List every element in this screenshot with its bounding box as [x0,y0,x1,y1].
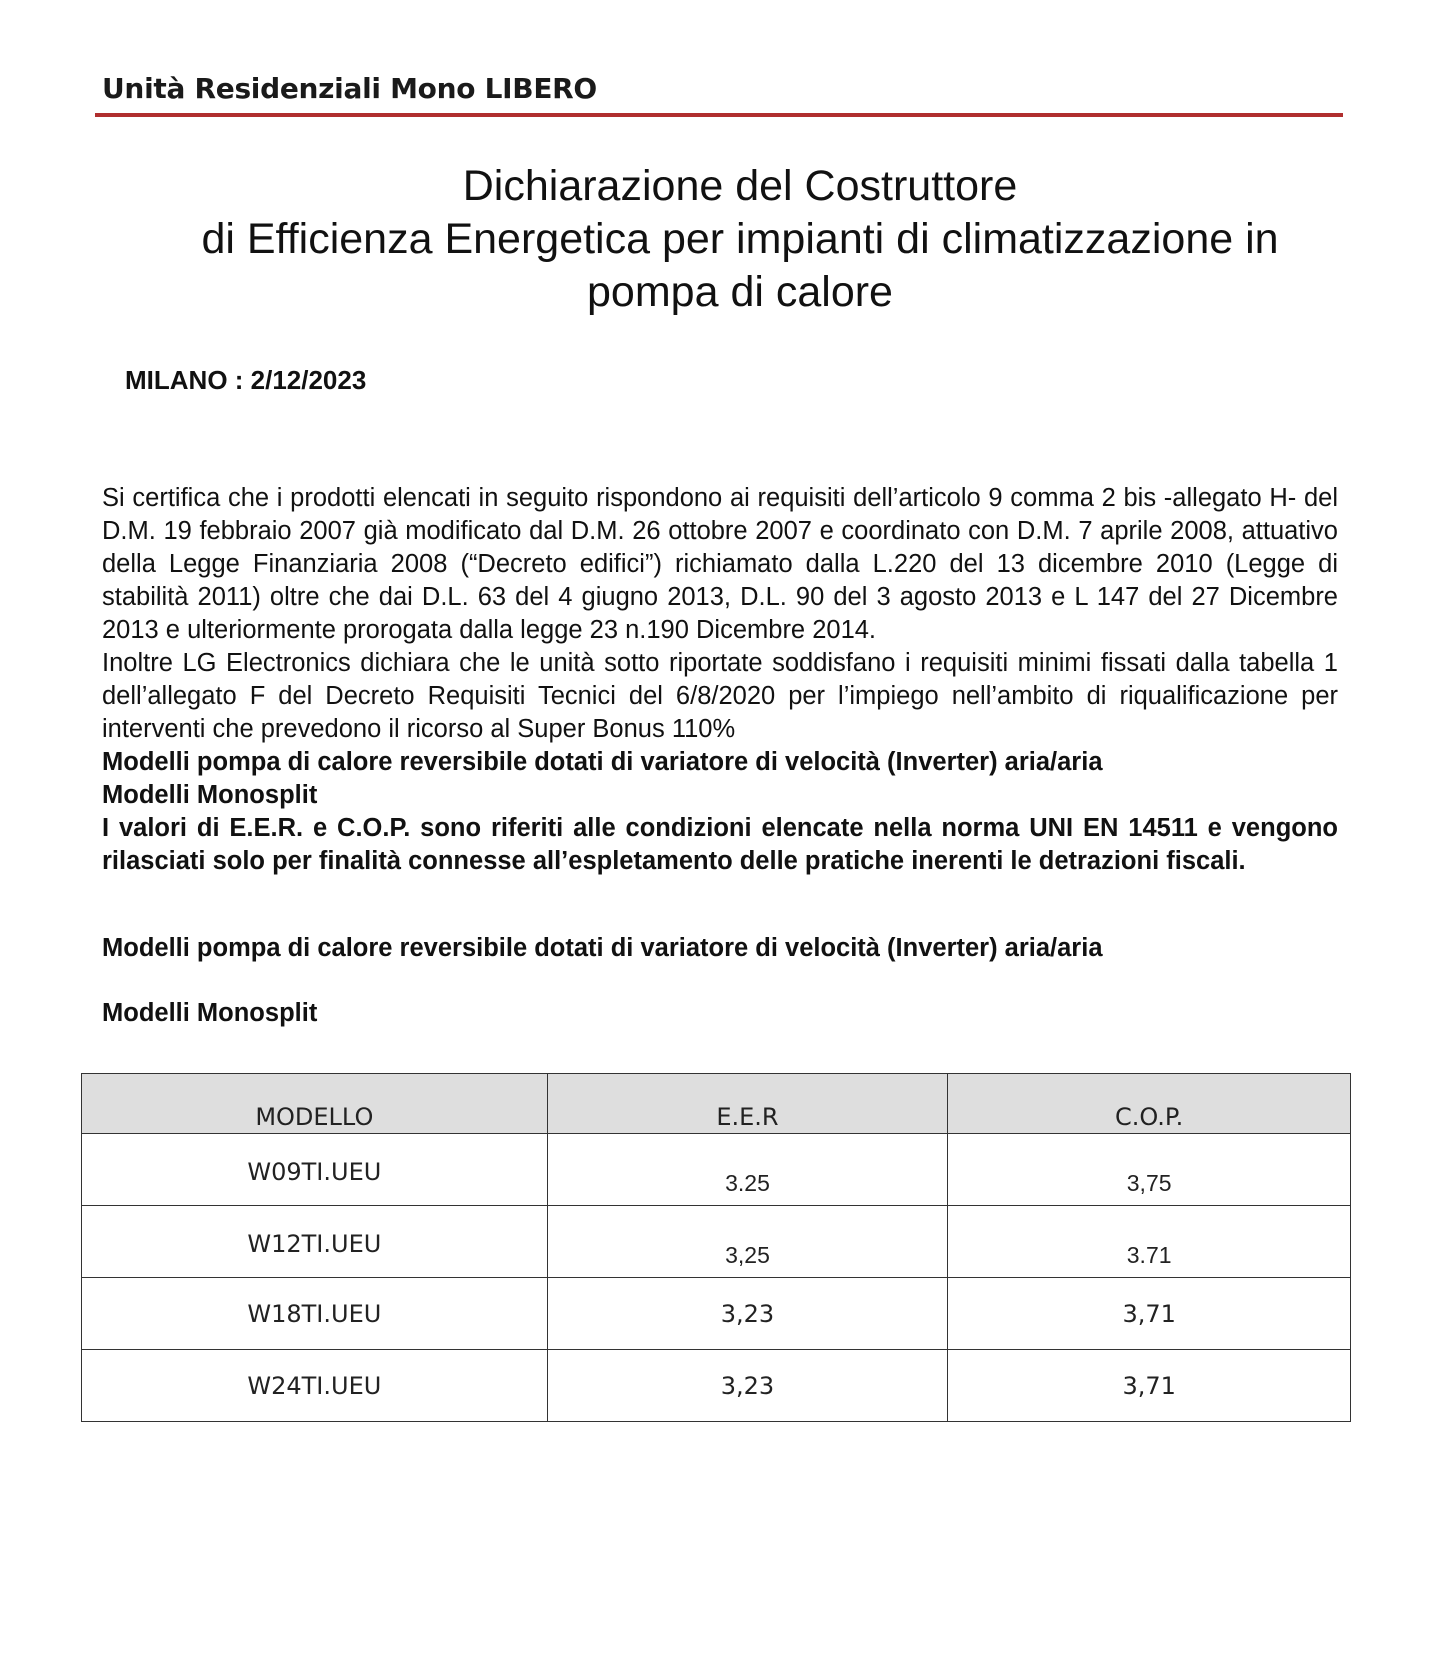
table-row [82,1350,1351,1422]
header-divider [95,113,1343,117]
section-monosplit-heading: Modelli Monosplit [102,999,318,1027]
efficiency-table [81,1073,1351,1422]
cell-eer: 3,23 [547,1278,948,1350]
column-header-model: MODELLO [82,1074,548,1134]
cell-cop: 3,71 [948,1278,1351,1350]
table-row [82,1134,1351,1206]
cell-cop: 3,75 [948,1134,1351,1206]
title-line-2: di Efficienza Energetica per impianti di climatizzazione in [201,215,1279,263]
column-header-eer: E.E.R [547,1074,948,1134]
bold-monosplit-heading: Modelli Monosplit [102,781,318,809]
bold-values-note: I valori di E.E.R. e C.O.P. sono riferiti alle condizioni elencate nella norma UNI EN 14511 e vengono rilasciati solo per finalità connesse all’espletamento delle pratiche inerenti le detrazioni fiscali. [102,814,1338,875]
paragraph-certification: Si certifica che i prodotti elencati in seguito rispondono ai requisiti dell’articolo 9 comma 2 bis -allegato H- del D.M. 19 febbraio 2007 già modificato dal D.M. 26 ottobre 2007 e coordinato con D.M. 7 aprile 2008, attuativo della Legge Finanziaria 2008 (“Decreto edifici”) richiamato dalla L.220 del 13 dicembre 2010 (Legge di stabilità 2011) oltre che dai D.L. 63 del 4 giugno 2013, D.L. 90 del 3 agosto 2013 e L 147 del 27 Dicembre 2013 e ulteriormente prorogata dalla legge 23 n.190 Dicembre 2014. [102,484,1338,644]
column-header-cop: C.O.P. [948,1074,1351,1134]
title-line-3: pompa di calore [587,268,893,316]
cell-cop: 3.71 [948,1206,1351,1278]
title-line-1: Dichiarazione del Costruttore [462,162,1018,210]
table-row [82,1278,1351,1350]
header-title: Unità Residenziali Mono LIBERO [102,72,597,105]
place-date: MILANO : 2/12/2023 [125,365,367,395]
cell-model: W18TI.UEU [82,1278,548,1350]
cell-model: W24TI.UEU [82,1350,548,1422]
cell-eer: 3,23 [547,1350,948,1422]
cell-cop: 3,71 [948,1350,1351,1422]
table-row [82,1206,1351,1278]
cell-model: W12TI.UEU [82,1206,548,1278]
cell-eer: 3,25 [547,1206,948,1278]
paragraph-requirements: Inoltre LG Electronics dichiara che le unità sotto riportate soddisfano i requisiti minimi fissati dalla tabella 1 dell’allegato F del Decreto Requisiti Tecnici del 6/8/2020 per l’impiego nell’ambito di riqualificazione per interventi che prevedono il ricorso al Super Bonus 110% [102,649,1338,743]
cell-model: W09TI.UEU [82,1134,548,1206]
table-header-row [82,1074,1351,1134]
declaration-body [102,482,1338,878]
cell-eer: 3.25 [547,1134,948,1206]
document-title [95,160,1385,319]
section-models-heading: Modelli pompa di calore reversibile dotati di variatore di velocità (Inverter) aria/aria [102,934,1103,962]
bold-models-heading: Modelli pompa di calore reversibile dotati di variatore di velocità (Inverter) aria/aria [102,748,1103,776]
